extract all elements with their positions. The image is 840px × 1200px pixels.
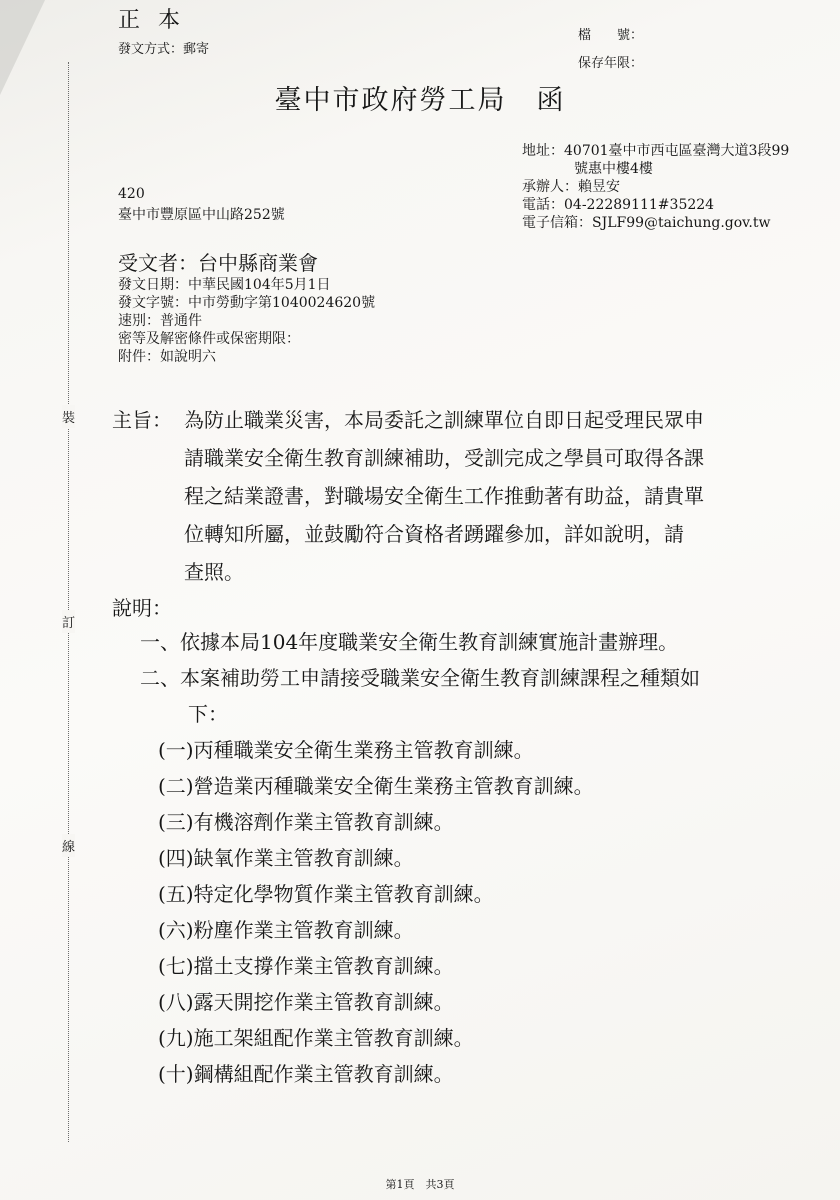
document-title bbox=[0, 78, 840, 117]
course-item: (六)粉塵作業主管教育訓練。 bbox=[158, 918, 414, 942]
course-item: (三)有機溶劑作業主管教育訓練。 bbox=[158, 810, 454, 834]
recipient-zip: 420 bbox=[118, 186, 145, 202]
course-item: (五)特定化學物質作業主管教育訓練。 bbox=[158, 882, 494, 906]
subject-line-2: 請職業安全衛生教育訓練補助，受訓完成之學員可取得各課 bbox=[184, 446, 704, 470]
sender-email: 電子信箱：SJLF99@taichung.gov.tw bbox=[522, 215, 771, 231]
description-item-2-cont: 下： bbox=[188, 702, 228, 726]
attachment: 附件：如說明六 bbox=[118, 349, 216, 365]
description-item-1: 一、依據本局104年度職業安全衛生教育訓練實施計畫辦理。 bbox=[140, 630, 679, 654]
secrecy-level: 密等及解密條件或保密期限： bbox=[118, 331, 300, 347]
copy-mark: 正本 bbox=[118, 8, 199, 33]
binding-mark-2: 訂 bbox=[62, 610, 75, 633]
description-item-2: 二、本案補助勞工申請接受職業安全衛生教育訓練課程之種類如 bbox=[140, 666, 700, 690]
course-item: (四)缺氧作業主管教育訓練。 bbox=[158, 846, 414, 870]
document-meta bbox=[118, 276, 375, 366]
delivery-speed: 速別：普通件 bbox=[118, 313, 202, 329]
subject-label: 主旨： bbox=[112, 408, 172, 432]
course-item: (八)露天開挖作業主管教育訓練。 bbox=[158, 990, 454, 1014]
sender-phone: 電話：04-22289111#35224 bbox=[522, 197, 715, 213]
subject-section bbox=[112, 401, 704, 591]
binding-line bbox=[68, 62, 69, 1142]
agency-name: 臺中市政府勞工局 bbox=[274, 85, 507, 116]
sender-address-line2: 號惠中樓4樓 bbox=[574, 161, 653, 177]
archive-number-label: 檔 號： bbox=[578, 28, 644, 43]
course-item: (十)鋼構組配作業主管教育訓練。 bbox=[158, 1062, 454, 1086]
binding-mark-3: 線 bbox=[62, 834, 75, 857]
document-number: 發文字號：中市勞動字第1040024620號 bbox=[118, 295, 376, 311]
course-item: (二)營造業丙種職業安全衛生業務主管教育訓練。 bbox=[158, 774, 594, 798]
recipient-address: 臺中市豐原區中山路252號 bbox=[118, 207, 285, 223]
sender-officer: 承辦人：賴昱安 bbox=[522, 179, 620, 195]
subject-line-1: 為防止職業災害，本局委託之訓練單位自即日起受理民眾申 bbox=[184, 408, 704, 432]
retention-period-label: 保存年限： bbox=[578, 56, 644, 71]
course-item: (九)施工架組配作業主管教育訓練。 bbox=[158, 1026, 474, 1050]
document-type: 函 bbox=[536, 85, 566, 116]
receiver: 受文者：台中縣商業會 bbox=[118, 251, 318, 275]
binding-mark-1: 裝 bbox=[62, 405, 75, 428]
subject-line-4: 位轉知所屬，並鼓勵符合資格者踴躍參加，詳如說明，請 bbox=[184, 522, 684, 546]
subject-line-5: 查照。 bbox=[184, 560, 244, 584]
course-item: (七)擋土支撐作業主管教育訓練。 bbox=[158, 954, 454, 978]
page-number: 第1頁 共3頁 bbox=[385, 1178, 455, 1191]
sender-address-line1: 地址：40701臺中市西屯區臺灣大道3段99 bbox=[522, 143, 790, 159]
subject-line-3: 程之結業證書，對職場安全衛生工作推動著有助益，請貴單 bbox=[184, 484, 704, 508]
issue-date: 發文日期：中華民國104年5月1日 bbox=[118, 277, 331, 293]
description-section bbox=[140, 624, 700, 1092]
send-method: 發文方式：郵寄 bbox=[118, 42, 210, 57]
description-label: 說明： bbox=[112, 596, 172, 620]
course-item: (一)丙種職業安全衛生業務主管教育訓練。 bbox=[158, 738, 534, 762]
sender-info bbox=[522, 142, 789, 232]
